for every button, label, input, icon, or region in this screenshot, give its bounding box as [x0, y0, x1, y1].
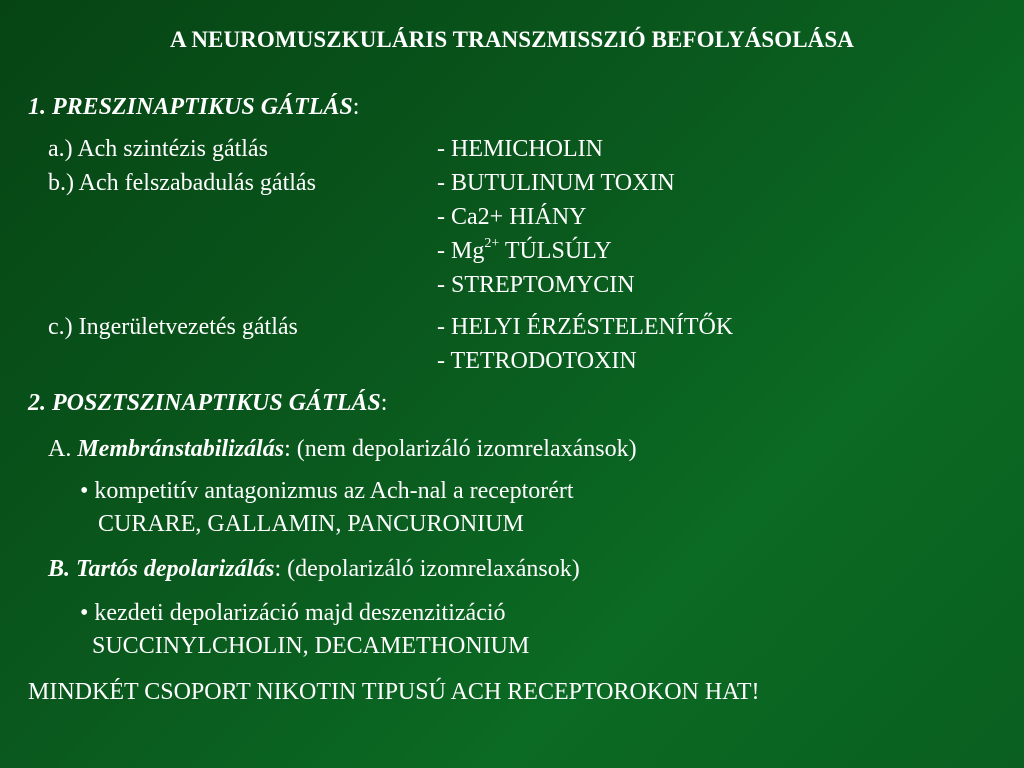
page-title: A NEUROMUSZKULÁRIS TRANSZMISSZIÓ BEFOLYÁSOLÁSA — [170, 27, 854, 52]
row-c-item-tetrodotoxin: - TETRODOTOXIN — [437, 348, 637, 374]
row-b-item-mg — [437, 236, 612, 264]
section2-a-bullet: • kompetitív antagonizmus az Ach-nal a receptorért — [80, 478, 574, 504]
mg-superscript: 2+ — [484, 236, 500, 251]
row-b-item-ca: - Ca2+ HIÁNY — [437, 204, 587, 230]
row-b-label: b.) Ach felszabadulás gátlás — [48, 170, 316, 196]
row-b-item-streptomycin: - STREPTOMYCIN — [437, 272, 635, 298]
section2-b-bullet: • kezdeti depolarizáció majd deszenzitizáció — [80, 600, 506, 626]
section2-a-term: Membránstabilizálás — [77, 436, 285, 462]
section2-a-line — [48, 437, 637, 461]
section2-a-prefix: A. — [48, 436, 78, 462]
row-c-label: c.) Ingerületvezetés gátlás — [48, 314, 298, 340]
footer-statement: MINDKÉT CSOPORT NIKOTIN TIPUSÚ ACH RECEPTOROKON HAT! — [28, 679, 760, 705]
section2-a-drugs: CURARE, GALLAMIN, PANCURONIUM — [98, 511, 524, 537]
row-c-item-helyi: - HELYI ÉRZÉSTELENÍTŐK — [437, 314, 734, 340]
mg-text: - Mg — [437, 238, 485, 264]
section1-heading-colon: : — [352, 94, 360, 120]
section2-a-rest: : (nem depolarizáló izomrelaxánsok) — [284, 436, 637, 462]
mg-suffix: TÚLSÚLY — [499, 238, 612, 264]
row-a-item-hemicholin: - HEMICHOLIN — [437, 136, 603, 162]
section1-heading — [28, 95, 359, 119]
section2-b-term: B. Tartós depolarizálás — [48, 556, 275, 582]
row-a-label: a.) Ach szintézis gátlás — [48, 136, 268, 162]
section2-b-line — [48, 557, 580, 581]
row-b-item-butulinum: - BUTULINUM TOXIN — [437, 170, 675, 196]
section2-heading-text: 2. POSZTSZINAPTIKUS GÁTLÁS — [28, 390, 381, 416]
section1-heading-text: 1. PRESZINAPTIKUS GÁTLÁS — [28, 94, 353, 120]
section2-heading-colon: : — [380, 390, 388, 416]
section2-b-drugs: SUCCINYLCHOLIN, DECAMETHONIUM — [92, 633, 530, 659]
section2-b-rest: : (depolarizáló izomrelaxánsok) — [274, 556, 580, 582]
section2-heading — [28, 391, 387, 415]
